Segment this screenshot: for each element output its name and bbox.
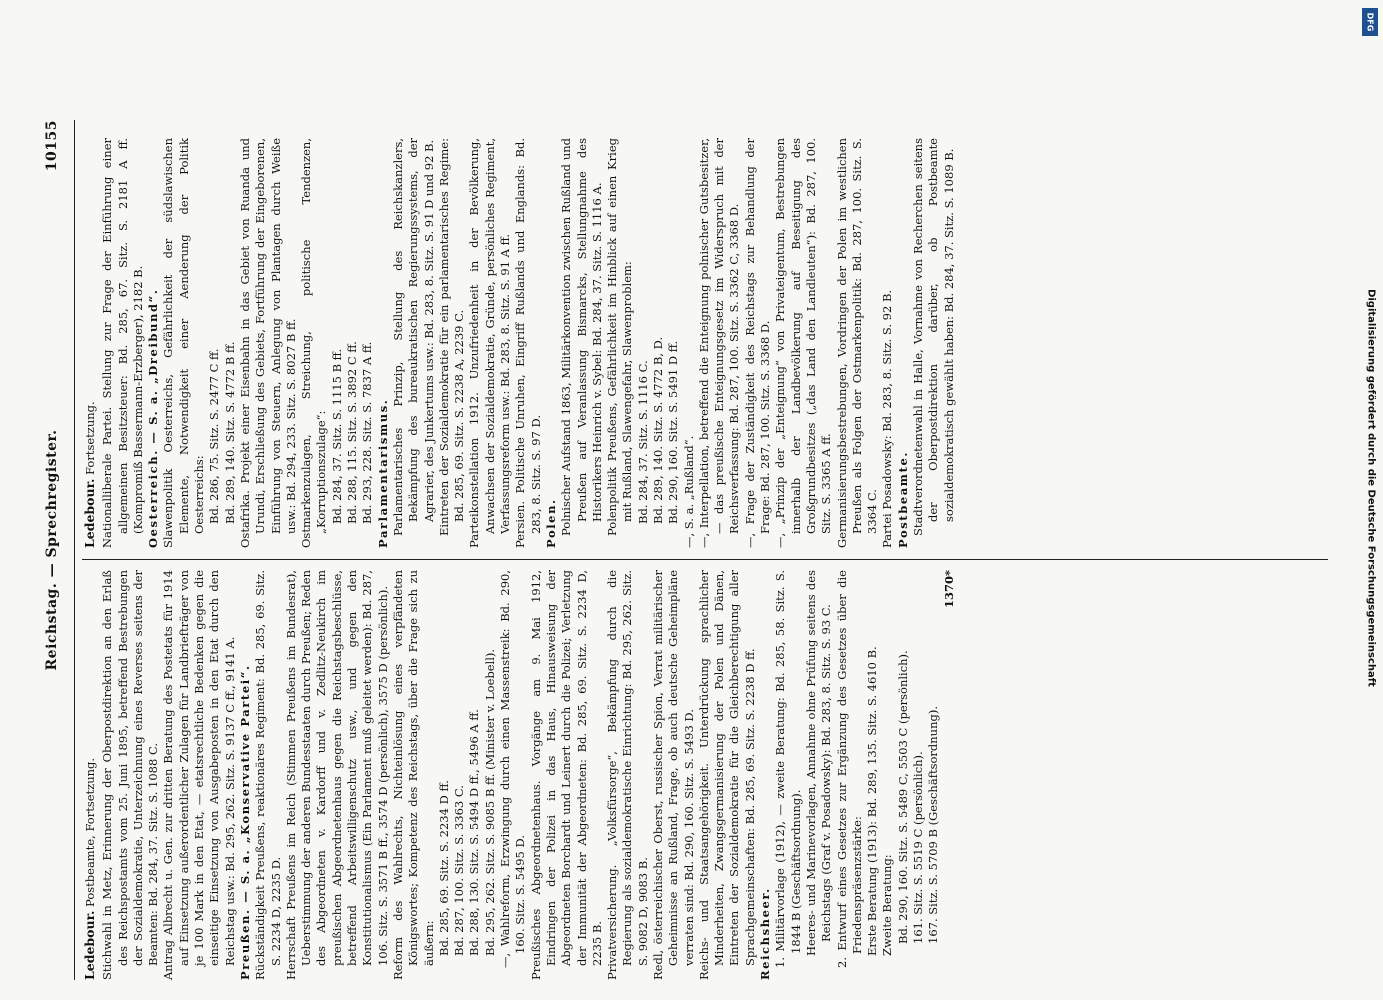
digitization-note: Digitalisierung gefördert durch die Deutsche Forschungsgemeinschaft [1365, 289, 1377, 687]
entry: —, Interpellation, betreffend die Enteignung polnischer Gutsbesitzer, — das preußische Enteignungsgesetz im Widerspruch mit der Reichsverfassung: Bd. 287, 100. Sitz. S. 3362 C, 3368 D. [696, 138, 742, 548]
entry: Antrag Albrecht u. Gen. zur dritten Beratung des Postetats für 1914 auf Einsetzung außerordentlicher Zulagen für Landbriefträger von je 100 Mark in den Etat, — etatsrechtliche Bedenken gegen die einseitige Einsetzung von Ausgabeposten in den Etat durch den Reichstag usw.: Bd. 295, 262. Sitz. S. 9137 C ff., 9141 A. [161, 570, 237, 980]
entry-heading: Postbeamte. [895, 450, 910, 548]
speaker-name: Ledebour. [82, 478, 97, 548]
left-column [82, 138, 957, 548]
entry-reference: Bd. 284, 37. Sitz. S. 1115 B ff. [329, 348, 344, 524]
entry-reference: Bd. 287, 100. Sitz. S. 3363 C. [452, 785, 467, 956]
entry-reference: Bd. 286, 75. Sitz. S. 2477 C ff. [207, 348, 222, 524]
entry: Slawenpolitik Oesterreichs, Gefährlichkeit der südslawischen Elemente, Notwendigkeit einer Aenderung der Politik Oesterreichs: [161, 138, 207, 548]
right-column-heading [82, 570, 98, 980]
entry-reference: Bd. 289, 140. Sitz. S. 4772 B, D. [650, 336, 665, 524]
entry: —, „Prinzip der „Enteignung“ von Privateigentum, Bestrebungen innerhalb der Landbevölkerung auf Beseitigung des Großgrundbesitzes („das Land den Landleuten“): Bd. 287, 100. Sitz. S. 3365 A ff. [773, 138, 834, 548]
page-header [38, 120, 72, 980]
continuation-label: Postbeamte, Fortsetzung. [83, 757, 97, 907]
entry: —, Wahlreform, Erzwingung durch einen Massenstreik: Bd. 290, 160. Sitz. S. 5495 D. [498, 570, 528, 968]
register-page [38, 120, 1328, 980]
entry-heading: Preußen. — S. a. „Konservative Partei“. [237, 664, 252, 980]
entry: Privatversicherung. „Volksfürsorge“, Bekämpfung durch die Regierung als sozialdemokratische Einrichtung: Bd. 295, 262. Sitz. S. 9082 D, 9083 B. [605, 570, 650, 980]
page-number: 10155 [44, 120, 60, 172]
entry-reference: 161. Sitz. S. 5519 C (persönlich). [911, 751, 926, 944]
entry: Herrschaft Preußens im Reich (Stimmen Preußens im Bundesrat), Ueberstimmung der anderen Bundesstaaten durch Preußen; Reden des Abgeordneten v. Kardorff und v. Zedlitz-Neukirch im preußischen Abgeordnetenhaus gegen die Reichstagsbeschlüsse, betreffend Arbeitswilligenschutz usw., und gegen den Konstitutionalismus (Ein Parlament muß geleitet werden): Bd. 287, 106. Sitz. S. 3571 B ff., 3574 D (persönlich), 3575 D (persönlich). [283, 570, 390, 980]
signature-mark: 1370* [941, 570, 956, 609]
entry-heading: Parlamentarismus. [375, 398, 390, 548]
entry-reference: Bd. 290, 160. Sitz. S. 5491 D ff. [666, 340, 681, 524]
entry: Zweite Beratung: [880, 854, 895, 956]
right-column [82, 570, 957, 980]
speaker-name: Ledebour. [82, 910, 97, 980]
rotated-page [0, 40, 1330, 1000]
entry: Eintreten der Sozialdemokratie für ein parlamentarisches Regime: Bd. 285, 69. Sitz. S. 2238 A, 2239 C. [436, 138, 467, 536]
entry: Polnischer Aufstand 1863, Militärkonvention zwischen Rußland und Preußen auf Veranlassung Bismarcks, Stellungnahme des Historikers Heinrich v. Sybel: Bd. 284, 37. Sitz. S. 1116 A. [559, 138, 604, 536]
entry: —, S. a. „Rußland“. [681, 435, 696, 548]
entry: Redl, österreichischer Oberst, russischer Spion, Verrat militärischer Geheimnisse an Rußland, Frage, ob auch deutsche Geheimpläne verraten sind: Bd. 290, 160. Sitz. S. 5493 D. [650, 570, 696, 980]
entry-reference: 167. Sitz. S. 5709 B (Geschäftsordnung). [926, 706, 941, 944]
entry-reference: Bd. 285, 69. Sitz. S. 2234 D ff. [436, 780, 451, 956]
entry: Preußisches Abgeordnetenhaus. Vorgänge am 9. Mai 1912, Eindringen der Polizei in das Haus, Hinausweisung der Abgeordneten Borchardt und Leinert durch die Polizei; Verletzung der Immunität der Abgeordneten: Bd. 285, 69. Sitz. S. 2234 D, 2235 B. [528, 570, 604, 980]
entry: 1. Militärvorlage (1912), — zweite Beratung: Bd. 285, 58. Sitz. S. 1844 B (Geschäftsordnung). [773, 570, 803, 968]
entry: Partei Posadowsky: Bd. 283, 8. Sitz. S. 92 B. [880, 289, 895, 548]
scan-sidebar [1362, 8, 1380, 988]
entry: Persien. Politische Unruhen, Eingriff Rußlands und Englands: Bd. 283, 8. Sitz. S. 97 D. [513, 138, 543, 548]
entry: —, Frage der Zuständigkeit des Reichstags zur Behandlung der Frage: Bd. 287, 100. Sitz. S. 3368 D. [742, 138, 773, 548]
entry: Stadtverordnetenwahl in Halle, Vornahme von Recherchen seitens der Oberpostdirektion darüber, ob Postbeamte sozialdemokratisch gewählt haben: Bd. 284, 37. Sitz. S. 1089 B. [911, 138, 956, 536]
entry: Stichwahl in Metz, Erinnerung der Oberpostdirektion an den Erlaß des Reichspostamts vom 25. Juni 1895, betreffend Bestrebungen der Sozialdemokratie, Unterzeichnung eines Reverses seitens der Beamten: Bd. 284, 37. Sitz. S. 1088 C. [100, 570, 161, 980]
entry: Reform des Wahlrechts, Nichteinlösung eines verpfändeten Königswortes; Kompetenz des Reichstags, über die Frage sich zu äußern: [390, 570, 436, 980]
entry-heading: Reichsheer. [758, 887, 773, 980]
entry: Parteikonstellation 1912. Unzufriedenheit in der Bevölkerung, Anwachsen der Sozialdemokratie, Gründe, persönliches Regiment, Verfassungsreform usw.: Bd. 283, 8. Sitz. S. 91 A ff. [467, 138, 513, 548]
entry-heading: Polen. [543, 498, 558, 548]
entry-reference: Bd. 293, 228. Sitz. S. 7837 A ff. [360, 341, 375, 524]
entry-heading: Oesterreich. — S. a. „Dreibund“. [146, 288, 161, 548]
running-title: Reichstag. — Sprechregister. [44, 429, 60, 671]
entry-reference: Bd. 284, 37. Sitz. S. 1116 C. [635, 360, 650, 524]
left-column-heading [82, 138, 98, 548]
entry: Parlamentarisches Prinzip, Stellung des Reichskanzlers, Bekämpfung des bureaukratischen Regierungssystems, der Agrarier, des Junkertums usw.: Bd. 283, 8. Sitz. S. 91 D und 92 B. [390, 138, 436, 536]
column-divider [82, 559, 1328, 560]
entry-reference: Bd. 288, 130. Sitz. S. 5494 D ff., 5496 A ff. [467, 709, 482, 956]
continuation-label: Fortsetzung. [83, 401, 97, 475]
header-rule [74, 120, 75, 980]
entry-reference: Bd. 290, 160. Sitz. S. 5489 C, 5503 C (persönlich). [895, 650, 910, 944]
entry: Ostafrika. Projekt einer Eisenbahn in das Gebiet von Ruanda und Urundi, Erschließung des Gebiets, Fortführung der Eingeborenen, Einführung von Steuern, Anlegung von Plantagen durch Weiße usw.: Bd. 294, 233. Sitz. S. 8027 B ff. [237, 138, 298, 548]
entry: Rückständigkeit Preußens, reaktionäres Regiment: Bd. 285, 69. Sitz. S. 2234 D, 2235 D. [253, 570, 283, 980]
dfg-logo: DFG [1362, 8, 1378, 36]
entry: Heeres- und Marinevorlagen, Annahme ohne Prüfung seitens des Reichstags (Graf v. Posadowsky): Bd. 283, 8. Sitz. S. 93 C. [803, 570, 834, 956]
entry: 2. Entwurf eines Gesetzes zur Ergänzung des Gesetzes über die Friedenspräsenzstärke: [834, 570, 864, 968]
entry-reference: Bd. 288, 115. Sitz. S. 3892 C ff. [345, 341, 360, 524]
entry: Nationalliberale Partei. Stellung zur Frage der Einführung einer allgemeinen Besitzsteuer: Bd. 285, 67. Sitz. S. 2181 A ff. (Kompromiß Bassermann-Erzberger), 2182 B. [100, 138, 145, 548]
entry: Reichs- und Staatsangehörigkeit. Unterdrückung sprachlicher Minderheiten, Zwangsgermanisierung der Polen und Dänen, Eintreten der Sozialdemokratie für die Gleichberechtigung aller Sprachgemeinschaften: Bd. 285, 69. Sitz. S. 2238 D ff. [696, 570, 757, 980]
entry: Ostmarkenzulagen, Streichung, politische Tendenzen, „Korruptionszulage“: [299, 138, 329, 548]
entry-reference: Bd. 295, 262. Sitz. S. 9085 B ff. (Minister v. Loebell). [482, 648, 497, 956]
entry-reference: Bd. 289, 140. Sitz. S. 4772 B ff. [222, 341, 237, 524]
entry: Erste Beratung (1913): Bd. 289, 135. Sitz. S. 4610 B. [865, 646, 880, 956]
entry: Germanisierungsbestrebungen, Vordringen der Polen im westlichen Preußen als Folgen der Ostmarkenpolitik: Bd. 287, 100. Sitz. S. 3364 C. [834, 138, 880, 548]
entry: Polenpolitik Preußens, Gefährlichkeit im Hinblick auf einen Krieg mit Rußland, Slawengefahr, Slawenproblem: [605, 138, 635, 536]
